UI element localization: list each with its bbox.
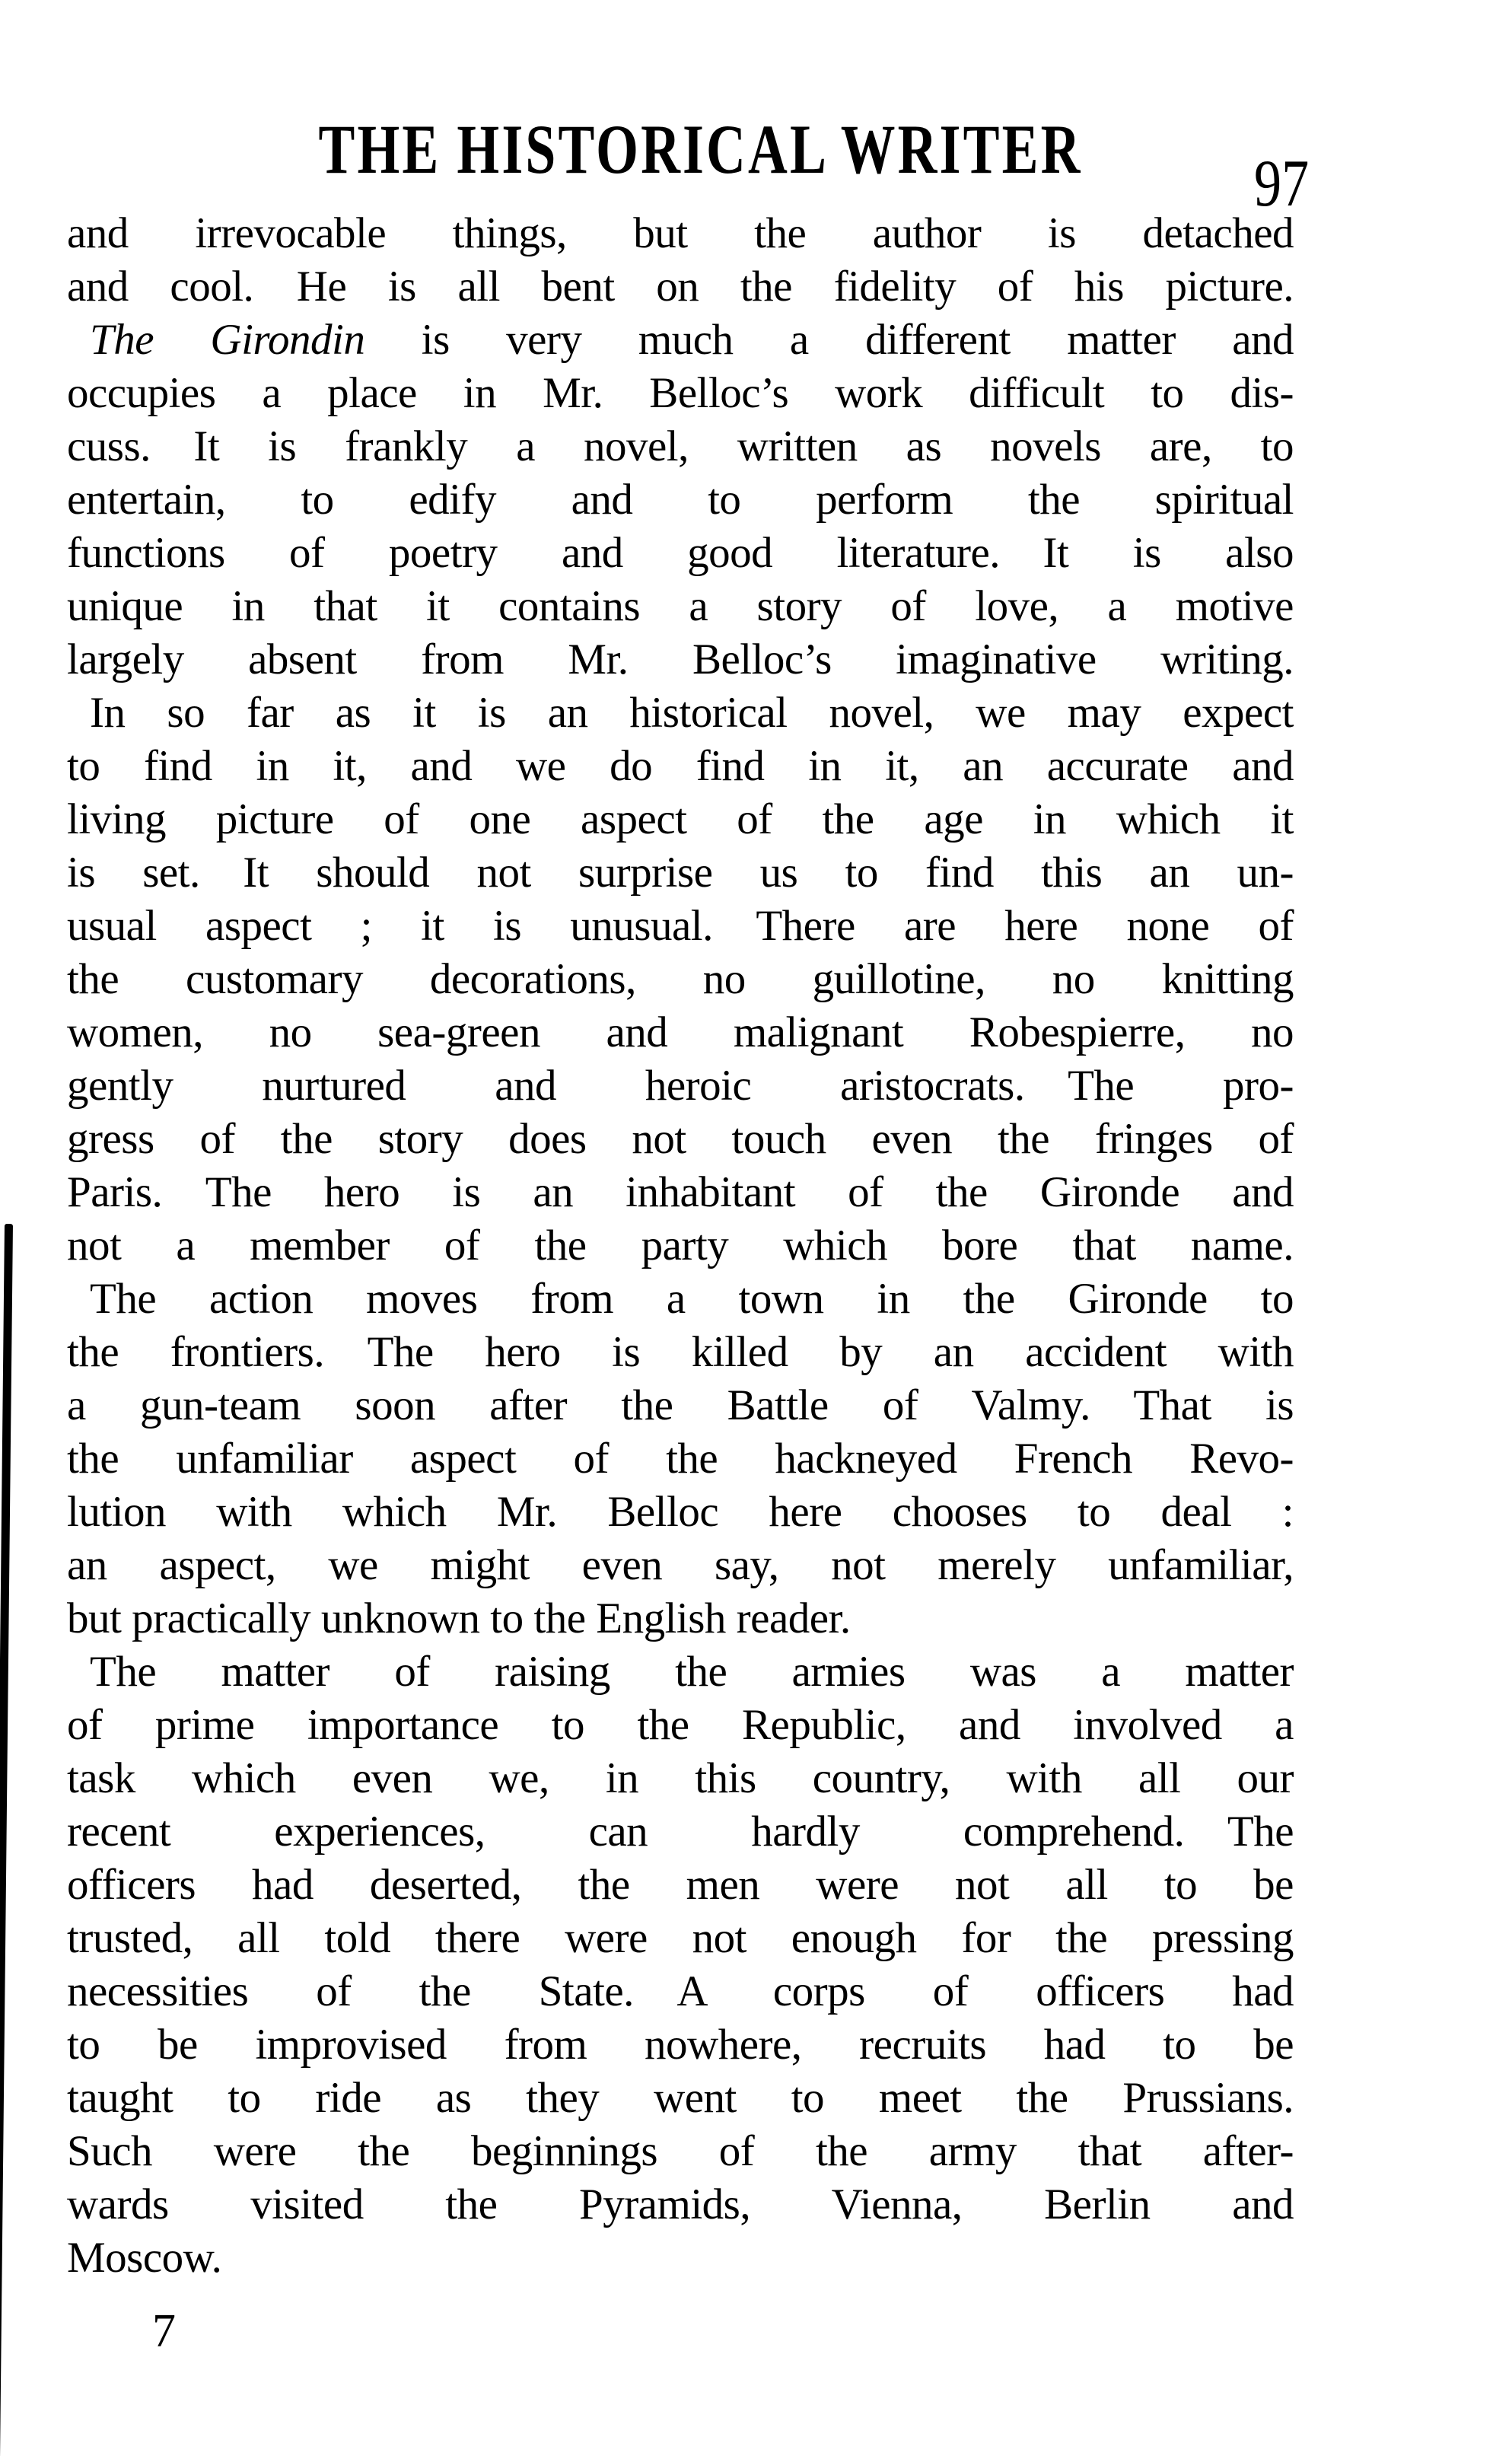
text-segment: Paris. The hero is an inhabitant of the Gironde and bbox=[67, 1168, 1294, 1216]
text-segment: to find in it, and we do find in it, an accurate and bbox=[67, 742, 1294, 790]
text-segment: lution with which Mr. Belloc here chooses to deal : bbox=[67, 1488, 1294, 1536]
text-segment: a gun-team soon after the Battle of Valmy. That is bbox=[67, 1381, 1294, 1429]
text-line bbox=[67, 1273, 1294, 1326]
text-segment: of prime importance to the Republic, and involved a bbox=[67, 1701, 1294, 1749]
text-segment: The action moves from a town in the Gironde to bbox=[90, 1275, 1294, 1323]
text-segment: entertain, to edify and to perform the spiritual bbox=[67, 476, 1294, 524]
text-line bbox=[67, 2125, 1294, 2178]
text-segment: taught to ride as they went to meet the Prussians. bbox=[67, 2074, 1294, 2122]
text-segment: The matter of raising the armies was a matter bbox=[90, 1648, 1294, 1696]
text-segment: Moscow. bbox=[67, 2234, 222, 2282]
text-segment: gently nurtured and heroic aristocrats. The pro- bbox=[67, 1062, 1294, 1110]
text-line bbox=[67, 793, 1294, 846]
text-line bbox=[67, 1805, 1294, 1859]
text-line bbox=[67, 1326, 1294, 1379]
text-segment: gress of the story does not touch even the fringes of bbox=[67, 1115, 1294, 1163]
text-line bbox=[67, 1912, 1294, 1965]
italic-book-title: The Girondin bbox=[90, 316, 365, 364]
text-segment: wards visited the Pyramids, Vienna, Berlin and bbox=[67, 2180, 1294, 2228]
text-line bbox=[67, 1486, 1294, 1539]
text-line bbox=[67, 1965, 1294, 2018]
text-line bbox=[67, 207, 1294, 260]
text-line bbox=[67, 1219, 1294, 1273]
text-line bbox=[67, 1432, 1294, 1486]
text-segment: functions of poetry and good literature. It is also bbox=[67, 529, 1294, 577]
text-line bbox=[67, 1859, 1294, 1912]
text-segment: and cool. He is all bent on the fidelity of his picture. bbox=[67, 263, 1294, 311]
text-segment: the unfamiliar aspect of the hackneyed French Revo- bbox=[67, 1435, 1294, 1483]
text-line bbox=[67, 2072, 1294, 2125]
text-line bbox=[67, 367, 1294, 420]
text-line bbox=[67, 740, 1294, 793]
text-line bbox=[67, 314, 1294, 367]
text-segment: trusted, all told there were not enough for the pressing bbox=[67, 1914, 1294, 1962]
text-segment: and irrevocable things, but the author is detached bbox=[67, 209, 1294, 257]
text-segment: In so far as it is an historical novel, we may expect bbox=[90, 689, 1294, 737]
text-line bbox=[67, 473, 1294, 527]
page-body bbox=[67, 207, 1294, 2285]
text-line bbox=[67, 1379, 1294, 1432]
text-segment: women, no sea-green and malignant Robespierre, no bbox=[67, 1008, 1294, 1056]
text-line bbox=[67, 580, 1294, 633]
text-line bbox=[67, 2018, 1294, 2072]
text-segment: living picture of one aspect of the age in which it bbox=[67, 795, 1294, 843]
text-segment: not a member of the party which bore that name. bbox=[67, 1222, 1294, 1269]
text-line bbox=[67, 1592, 1294, 1645]
text-line bbox=[67, 1645, 1294, 1699]
text-segment: the customary decorations, no guillotine, no knitting bbox=[67, 955, 1294, 1003]
text-segment: usual aspect ; it is unusual. There are here none of bbox=[67, 902, 1294, 950]
text-line bbox=[67, 846, 1294, 900]
text-segment: but practically unknown to the English reader. bbox=[67, 1594, 851, 1642]
text-line bbox=[67, 1752, 1294, 1805]
text-segment: unique in that it contains a story of love, a motive bbox=[67, 582, 1294, 630]
text-line bbox=[67, 633, 1294, 686]
text-line bbox=[67, 2231, 1294, 2285]
text-segment: occupies a place in Mr. Belloc’s work difficult to dis- bbox=[67, 369, 1294, 417]
text-line bbox=[67, 260, 1294, 314]
text-line bbox=[67, 900, 1294, 953]
text-segment: officers had deserted, the men were not all to be bbox=[67, 1861, 1294, 1909]
text-line bbox=[67, 953, 1294, 1006]
text-segment: an aspect, we might even say, not merely unfamiliar, bbox=[67, 1541, 1294, 1589]
text-segment: cuss. It is frankly a novel, written as novels are, to bbox=[67, 422, 1294, 470]
text-segment: is very much a different matter and bbox=[364, 316, 1294, 364]
text-segment: to be improvised from nowhere, recruits had to be bbox=[67, 2021, 1294, 2069]
text-segment: the frontiers. The hero is killed by an accident with bbox=[67, 1328, 1294, 1376]
text-line bbox=[67, 1699, 1294, 1752]
text-segment: recent experiences, can hardly comprehend. The bbox=[67, 1808, 1294, 1856]
text-line bbox=[67, 1059, 1294, 1113]
text-segment: is set. It should not surprise us to find this an un- bbox=[67, 849, 1294, 897]
text-line bbox=[67, 686, 1294, 740]
text-line bbox=[67, 527, 1294, 580]
text-line bbox=[67, 420, 1294, 473]
text-segment: necessities of the State. A corps of officers had bbox=[67, 1967, 1294, 2015]
margin-pen-mark bbox=[0, 1224, 13, 2456]
running-title: THE HISTORICAL WRITER bbox=[318, 110, 1083, 188]
text-line bbox=[67, 1539, 1294, 1592]
text-segment: task which even we, in this country, with all our bbox=[67, 1754, 1294, 1802]
text-line bbox=[67, 1113, 1294, 1166]
text-line bbox=[67, 1166, 1294, 1219]
page-number: 97 bbox=[1254, 147, 1310, 221]
text-segment: largely absent from Mr. Belloc’s imaginative writing. bbox=[67, 636, 1294, 683]
text-segment: Such were the beginnings of the army that after- bbox=[67, 2127, 1294, 2175]
text-line bbox=[67, 2178, 1294, 2231]
signature-mark: 7 bbox=[152, 2305, 176, 2357]
text-line bbox=[67, 1006, 1294, 1059]
